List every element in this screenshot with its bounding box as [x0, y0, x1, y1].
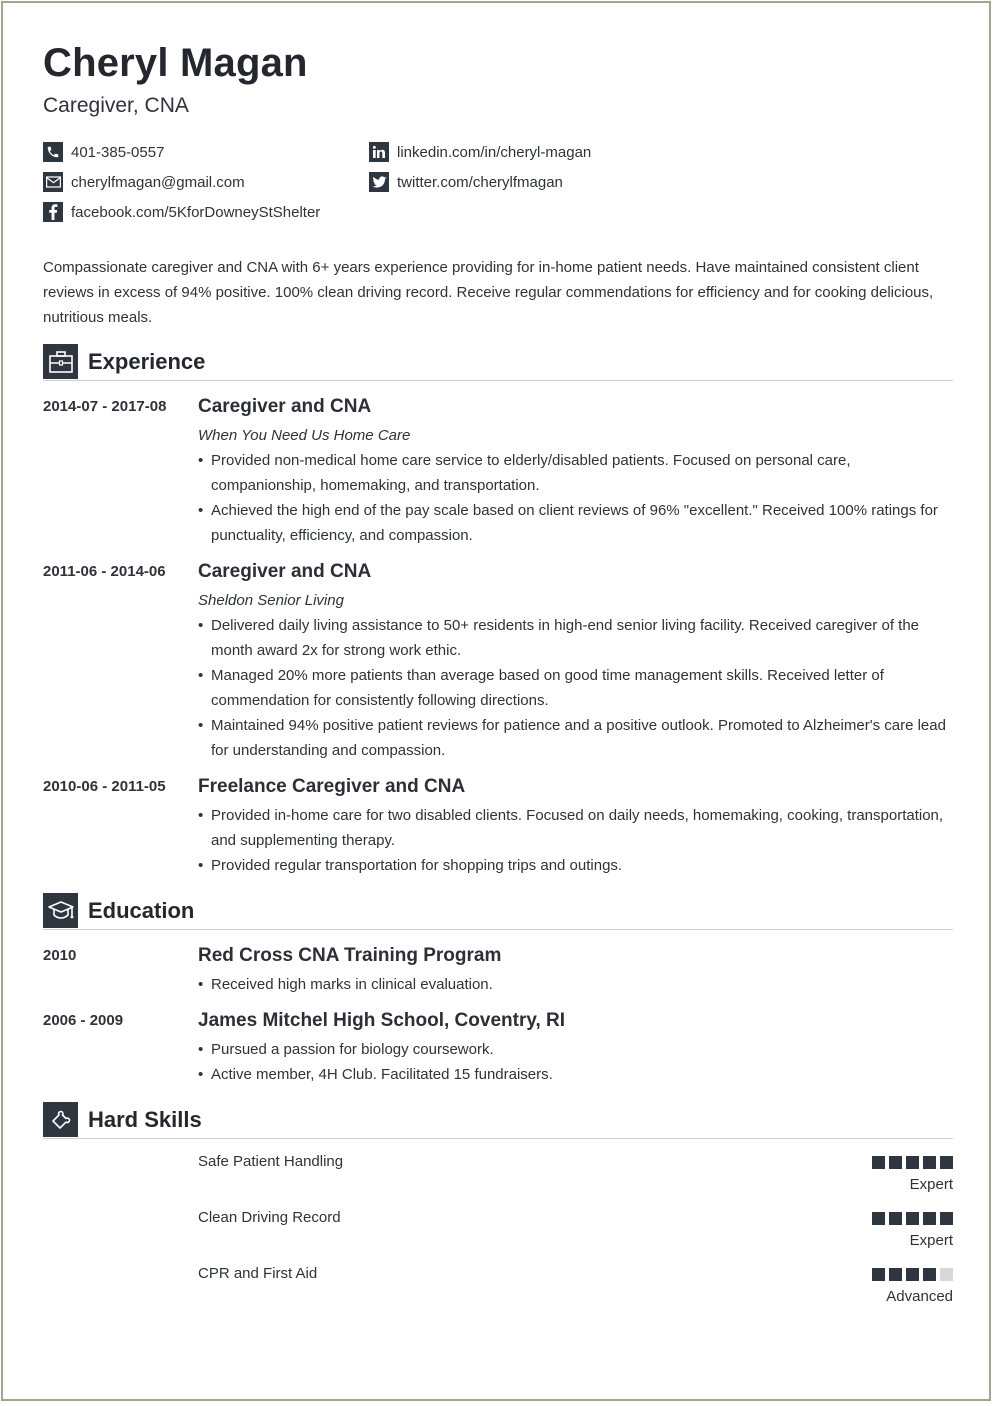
phone-text: 401-385-0557: [71, 143, 165, 161]
rating-square-filled: [906, 1212, 919, 1225]
linkedin-text: linkedin.com/in/cheryl-magan: [397, 143, 592, 161]
list-item: • Provided in-home care for two disabled clients. Focused on daily needs, homemaking, cooking, transportation, and supplementing therapy.: [198, 803, 953, 853]
job-bullets: [198, 803, 953, 878]
facebook-text: facebook.com/5KforDowneyStShelter: [71, 203, 321, 221]
skill-name: Clean Driving Record: [198, 1209, 341, 1226]
puzzle-piece-icon: [43, 1102, 78, 1137]
rating-square-filled: [906, 1268, 919, 1281]
education-bullets: [198, 1037, 953, 1087]
rating-square-filled: [872, 1212, 885, 1225]
job-dates: 2010-06 - 2011-05: [43, 778, 166, 795]
skill-name: CPR and First Aid: [198, 1265, 318, 1282]
rating-square-filled: [889, 1268, 902, 1281]
rating-square-filled: [906, 1156, 919, 1169]
skill-name: Safe Patient Handling: [198, 1153, 344, 1170]
list-item: • Achieved the high end of the pay scale based on client reviews of 96% "excellent." Received 100% ratings for punctuality, efficiency, and compassion.: [198, 498, 953, 548]
education-school: James Mitchel High School, Coventry, RI: [198, 1010, 566, 1031]
graduation-cap-icon: [43, 893, 78, 928]
experience-section-header: [43, 344, 953, 381]
list-item: • Pursued a passion for biology coursework.: [198, 1037, 953, 1062]
rating-square-filled: [872, 1268, 885, 1281]
rating-square-filled: [872, 1156, 885, 1169]
rating-square-filled: [940, 1156, 953, 1169]
job-dates: 2014-07 - 2017-08: [43, 398, 167, 415]
rating-square-filled: [923, 1156, 936, 1169]
rating-square-filled: [889, 1156, 902, 1169]
list-item: • Delivered daily living assistance to 50+ residents in high-end senior living facility. Received caregiver of the month award 2x for strong work ethic.: [198, 613, 953, 663]
skill-level: Expert: [909, 1176, 953, 1193]
candidate-name: Cheryl Magan: [43, 41, 308, 85]
twitter-icon: [369, 172, 389, 192]
skills-heading: Hard Skills: [88, 1107, 202, 1132]
mail-icon: [43, 172, 63, 192]
skill-rating: [868, 1268, 953, 1281]
education-dates: 2010: [43, 947, 77, 964]
job-employer: Sheldon Senior Living: [198, 592, 344, 609]
phone-icon: [43, 142, 63, 162]
list-item: • Received high marks in clinical evaluation.: [198, 972, 953, 997]
contact-linkedin[interactable]: [369, 142, 591, 162]
facebook-icon: [43, 202, 63, 222]
linkedin-icon: [369, 142, 389, 162]
education-bullets: [198, 972, 953, 997]
education-heading: Education: [88, 898, 195, 923]
experience-heading: Experience: [88, 349, 206, 374]
contact-facebook[interactable]: [43, 202, 320, 222]
skills-section-header: [43, 1102, 953, 1139]
list-item: • Managed 20% more patients than average based on good time management skills. Received letter of commendation for consistently following directions.: [198, 663, 953, 713]
rating-square-filled: [923, 1212, 936, 1225]
job-bullets: [198, 613, 953, 763]
job-role: Caregiver and CNA: [198, 396, 372, 417]
twitter-text: twitter.com/cherylfmagan: [397, 173, 563, 191]
list-item: • Active member, 4H Club. Facilitated 15 fundraisers.: [198, 1062, 953, 1087]
contact-email[interactable]: [43, 172, 245, 192]
email-text: cherylfmagan@gmail.com: [71, 173, 245, 191]
candidate-title: Caregiver, CNA: [43, 94, 189, 117]
list-item: • Maintained 94% positive patient reviews for patience and a positive outlook. Promoted to Alzheimer's care lead for understanding and compassion.: [198, 713, 953, 763]
education-school: Red Cross CNA Training Program: [198, 945, 502, 966]
rating-square-empty: [940, 1268, 953, 1281]
job-dates: 2011-06 - 2014-06: [43, 563, 166, 580]
education-section-header: [43, 893, 953, 930]
list-item: • Provided non-medical home care service to elderly/disabled patients. Focused on personal care, companionship, homemaking, and transportation.: [198, 448, 953, 498]
skill-rating: [868, 1212, 953, 1225]
contact-phone[interactable]: [43, 142, 164, 162]
rating-square-filled: [923, 1268, 936, 1281]
briefcase-icon: [43, 344, 78, 379]
list-item: • Provided regular transportation for shopping trips and outings.: [198, 853, 953, 878]
skill-level: Advanced: [886, 1288, 953, 1305]
skill-rating: [868, 1156, 953, 1169]
education-dates: 2006 - 2009: [43, 1012, 124, 1029]
job-role: Caregiver and CNA: [198, 561, 372, 582]
summary-paragraph: Compassionate caregiver and CNA with 6+ years experience providing for in-home patient needs. Have maintained consistent client reviews in excess of 94% positive. 100% clean driving record. Receive regular commendations for efficiency and for cooking delicious, nutritious meals.: [43, 259, 934, 326]
skill-level: Expert: [909, 1232, 953, 1249]
job-bullets: [198, 448, 953, 548]
contact-twitter[interactable]: [369, 172, 563, 192]
job-employer: When You Need Us Home Care: [198, 427, 411, 444]
rating-square-filled: [889, 1212, 902, 1225]
job-role: Freelance Caregiver and CNA: [198, 776, 466, 797]
rating-square-filled: [940, 1212, 953, 1225]
